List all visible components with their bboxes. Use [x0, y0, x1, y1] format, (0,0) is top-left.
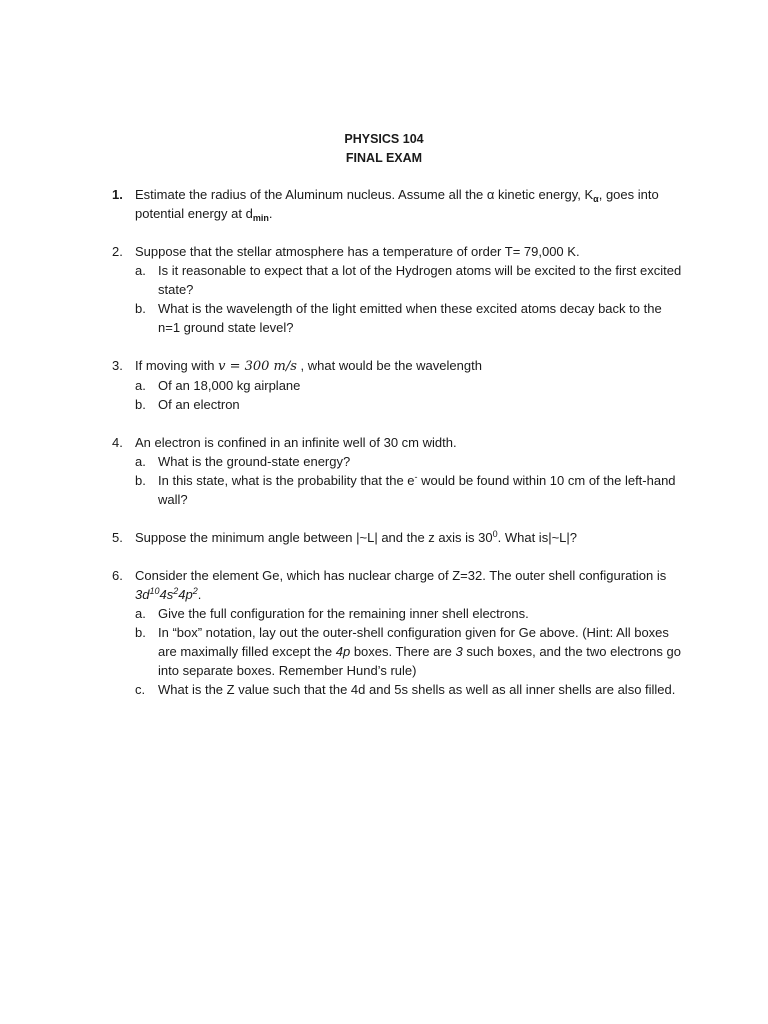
sub-question-list	[135, 261, 682, 337]
question-6	[112, 566, 682, 699]
question-4	[112, 433, 682, 509]
sub-question-a	[135, 376, 682, 395]
question-text: If moving with v = 300 m/s , what would be the wavelength	[135, 358, 482, 374]
sub-question-letter: b.	[135, 301, 146, 316]
sub-question-letter: b.	[135, 625, 146, 640]
sub-question-letter: b.	[135, 397, 146, 412]
sub-question-a	[135, 452, 682, 471]
velocity-equation: v = 300 m/s	[218, 359, 297, 374]
sub-question-b	[135, 395, 682, 414]
sub-question-letter: c.	[135, 682, 146, 697]
sub-question-text: Give the full configuration for the remaining inner shell electrons.	[158, 606, 529, 621]
sub-question-list	[135, 604, 682, 699]
exam-header	[0, 130, 768, 168]
sub-question-text: Of an electron	[158, 397, 240, 412]
sub-question-list	[135, 376, 682, 414]
sub-question-a	[135, 604, 682, 623]
question-text: Suppose the minimum angle between |~L| and the z axis is $30^0$. What is|~L|?	[135, 529, 577, 545]
sub-question-letter: a.	[135, 263, 146, 278]
question-text: Estimate the radius of the Aluminum nucleus. Assume all the α kinetic energy, $K_\alpha$, goes into potential energy at $d_{min}$.	[135, 187, 659, 223]
sub-question-a	[135, 261, 682, 299]
question-list	[112, 185, 682, 718]
exam-title: FINAL EXAM	[345, 151, 423, 165]
course-title: PHYSICS 104	[344, 132, 424, 146]
sub-question-list	[135, 452, 682, 509]
sub-question-text: What is the wavelength of the light emitted when these excited atoms decay back to the n=1 ground state level?	[158, 301, 662, 335]
sub-question-letter: a.	[135, 378, 146, 393]
sub-question-text: In this state, what is the probability that the e- would be found within 10 cm of the left-hand wall?	[158, 472, 676, 507]
question-number: 6.	[112, 568, 123, 583]
sub-question-letter: a.	[135, 606, 146, 621]
question-2	[112, 242, 682, 337]
question-number: 3.	[112, 358, 123, 373]
sub-question-b	[135, 623, 682, 680]
sub-question-text: What is the ground-state energy?	[158, 454, 351, 469]
sub-question-text: Is it reasonable to expect that a lot of the Hydrogen atoms will be excited to the first excited state?	[158, 263, 682, 297]
question-number: 1.	[112, 187, 123, 202]
question-5	[112, 528, 682, 547]
question-number: 5.	[112, 530, 123, 545]
question-text: Consider the element Ge, which has nuclear charge of Z=32. The outer shell configuration is $3d^{10}4s^24p^2$.	[135, 568, 667, 602]
sub-question-text: What is the Z value such that the 4d and 5s shells as well as all inner shells are also filled.	[158, 682, 676, 697]
electron-configuration: $3d^{10}4s^24p^2$	[135, 586, 198, 602]
sub-question-letter: a.	[135, 454, 146, 469]
sub-question-letter: b.	[135, 473, 146, 488]
question-number: 4.	[112, 435, 123, 450]
sub-question-text: In “box” notation, lay out the outer-shell configuration given for Ge above. (Hint: All boxes are maximally filled except the 4p boxes. There are 3 such boxes, and the two electrons go into separate boxes. Remember Hund’s rule)	[158, 625, 681, 678]
question-3	[112, 356, 682, 414]
sub-question-b	[135, 299, 682, 337]
question-number: 2.	[112, 244, 123, 259]
sub-question-text: Of an 18,000 kg airplane	[158, 378, 301, 393]
sub-question-c	[135, 680, 682, 699]
sub-question-b	[135, 471, 682, 509]
question-text: Suppose that the stellar atmosphere has a temperature of order T= 79,000 K.	[135, 244, 580, 259]
question-text: An electron is confined in an infinite well of 30 cm width.	[135, 435, 457, 450]
question-1	[112, 185, 682, 223]
